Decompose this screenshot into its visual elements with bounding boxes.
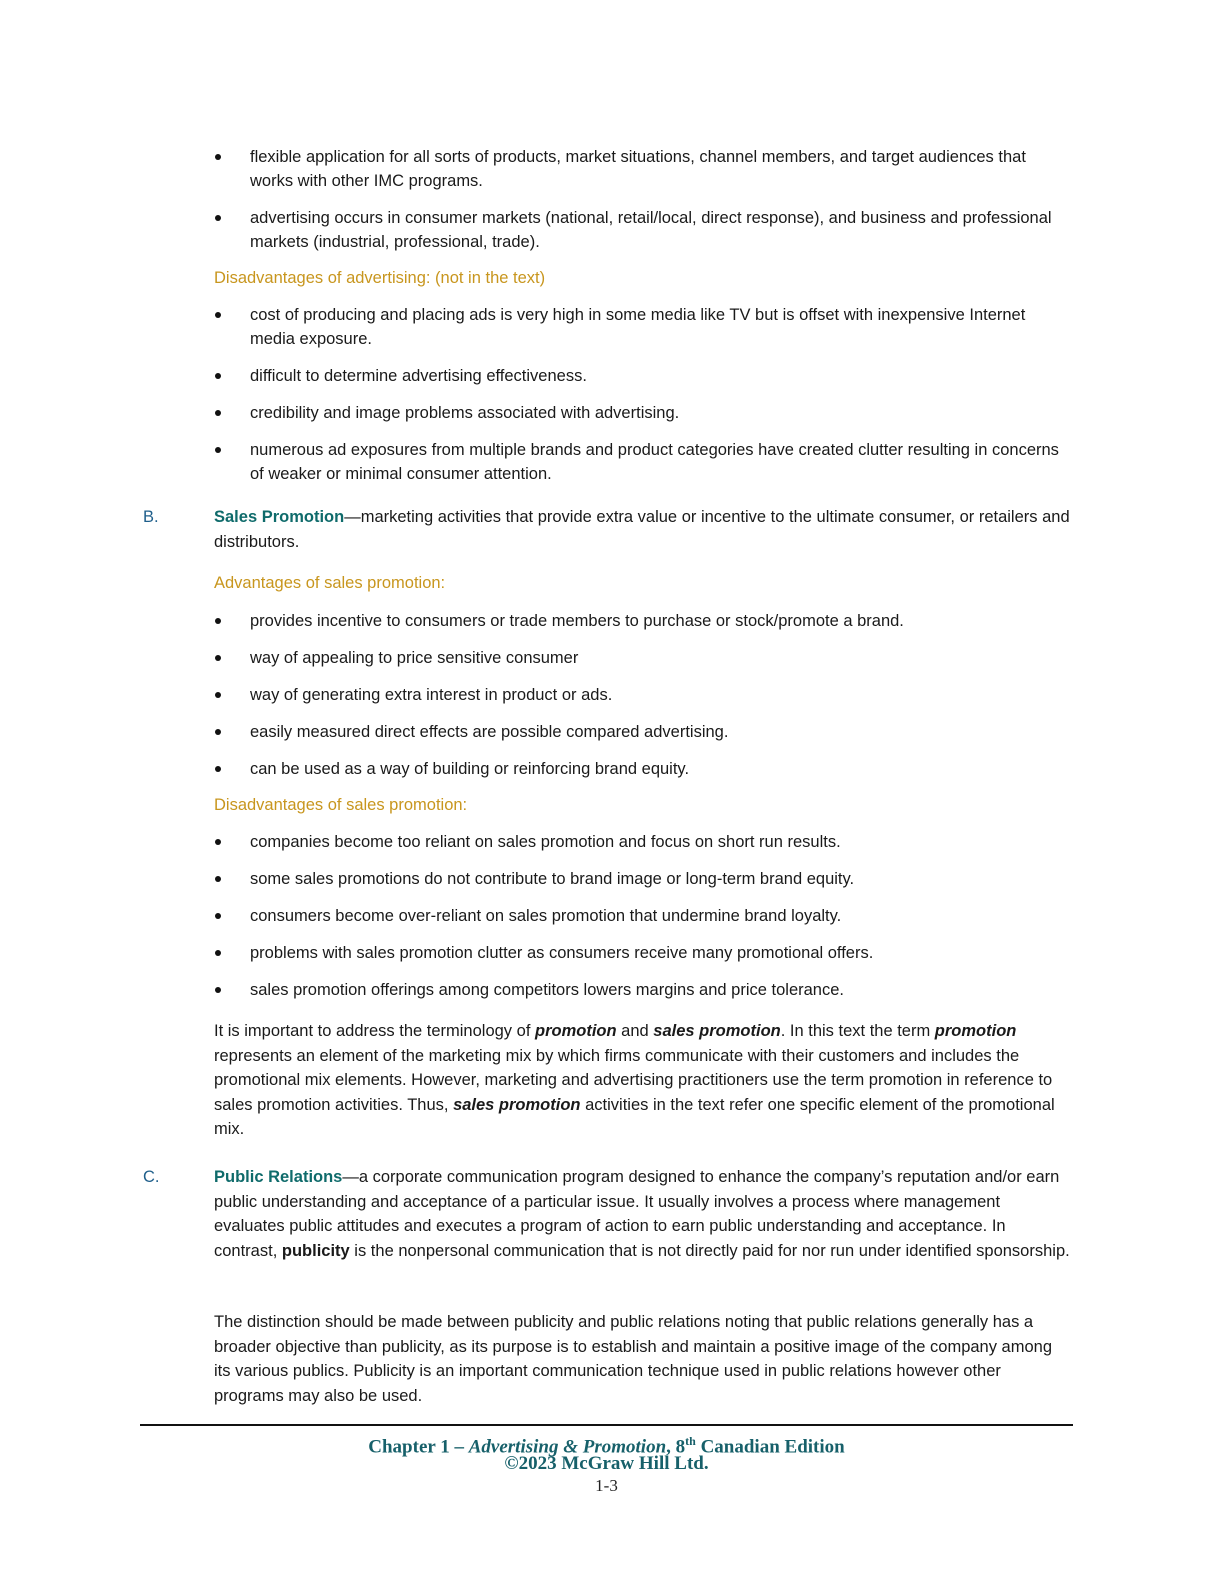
section-b-definition	[214, 505, 1072, 554]
advertising-disadvantages-list	[214, 303, 1072, 486]
text-run: represents an element of the marketing mix by which firms communicate with their customers and includes the promotional mix elements. However, marketing and advertising practitioners use the term promotion in reference to sales promotion activities. Thus,	[214, 1046, 1053, 1114]
emphasis-promotion: promotion	[934, 1022, 1017, 1040]
publicity-distinction-paragraph: The distinction should be made between publicity and public relations noting that public relations generally has a broader objective than publicity, as its purpose is to establish and maintain a positive image of the company among its various publics. Publicity is an important communication technique used in public relations however other programs may also be used.	[214, 1313, 1053, 1405]
disadvantages-advertising-heading: Disadvantages of advertising: (not in the text)	[214, 269, 546, 287]
list-item: difficult to determine advertising effectiveness.	[214, 364, 1072, 388]
text-run: It is important to address the terminology of	[214, 1022, 535, 1040]
list-item: numerous ad exposures from multiple brands and product categories have created clutter resulting in concerns of weaker or minimal consumer attention.	[214, 438, 1072, 486]
disadvantages-sales-promotion-heading: Disadvantages of sales promotion:	[214, 796, 468, 814]
text-run: —a corporate communication program designed to enhance the company’s reputation and/or earn public understanding and acceptance of a particular issue. It usually involves a process where management evaluates public attitudes and executes a program of action to earn public understanding and acceptance. In contrast,	[214, 1168, 1060, 1260]
terminology-paragraph	[214, 1019, 1072, 1142]
list-item: problems with sales promotion clutter as consumers receive many promotional offers.	[214, 941, 1072, 965]
book-title: Advertising & Promotion	[468, 1436, 667, 1458]
list-item: some sales promotions do not contribute to brand image or long-term brand equity.	[214, 867, 1072, 891]
list-item: can be used as a way of building or reinforcing brand equity.	[214, 757, 1072, 781]
list-item: way of appealing to price sensitive consumer	[214, 646, 1072, 670]
footer-copyright: ©2023 McGraw Hill Ltd.	[504, 1453, 709, 1474]
sales-promotion-term: Sales Promotion	[214, 508, 345, 526]
list-item: companies become too reliant on sales promotion and focus on short run results.	[214, 830, 1072, 854]
page-number: 1-3	[595, 1476, 618, 1495]
text-run: , 8	[666, 1436, 686, 1458]
text-run: activities in the text refer one specific element of the promotional mix.	[214, 1095, 1055, 1138]
superscript: th	[685, 1434, 696, 1448]
sales-promotion-definition: —marketing activities that provide extra value or incentive to the ultimate consumer, or retailers and distributors.	[214, 508, 1070, 551]
list-item: advertising occurs in consumer markets (national, retail/local, direct response), and business and professional markets (industrial, professional, trade).	[214, 206, 1072, 254]
text-run: Canadian Edition	[695, 1436, 845, 1458]
text-run: is the nonpersonal communication that is not directly paid for nor run under identified sponsorship.	[349, 1241, 1070, 1260]
sales-promotion-disadvantages-list	[214, 830, 1072, 1002]
public-relations-term: Public Relations	[214, 1168, 343, 1186]
list-item: cost of producing and placing ads is very high in some media like TV but is offset with inexpensive Internet media exposure.	[214, 303, 1072, 351]
advertising-advantages-list	[214, 145, 1072, 254]
list-item: credibility and image problems associated with advertising.	[214, 401, 1072, 425]
list-item: way of generating extra interest in product or ads.	[214, 683, 1072, 707]
section-c-definition	[214, 1165, 1072, 1263]
emphasis-sales-promotion: sales promotion	[653, 1022, 781, 1040]
list-item: flexible application for all sorts of products, market situations, channel members, and target audiences that works with other IMC programs.	[214, 145, 1072, 193]
list-item: consumers become over-reliant on sales promotion that undermine brand loyalty.	[214, 904, 1072, 928]
text-run: and	[616, 1022, 654, 1040]
section-b-letter: B.	[143, 508, 159, 526]
footer-rule	[140, 1424, 1073, 1426]
list-item: easily measured direct effects are possible compared advertising.	[214, 720, 1072, 744]
emphasis-promotion: promotion	[535, 1022, 617, 1040]
publicity-term: publicity	[281, 1241, 350, 1260]
sales-promotion-advantages-list	[214, 609, 1072, 781]
advantages-sales-promotion-heading: Advantages of sales promotion:	[214, 574, 446, 592]
emphasis-sales-promotion: sales promotion	[453, 1095, 581, 1114]
text-run: Chapter 1 –	[368, 1436, 469, 1458]
list-item: sales promotion offerings among competitors lowers margins and price tolerance.	[214, 978, 1072, 1002]
text-run: . In this text the term	[780, 1022, 935, 1040]
section-c-letter: C.	[143, 1168, 160, 1186]
list-item: provides incentive to consumers or trade members to purchase or stock/promote a brand.	[214, 609, 1072, 633]
